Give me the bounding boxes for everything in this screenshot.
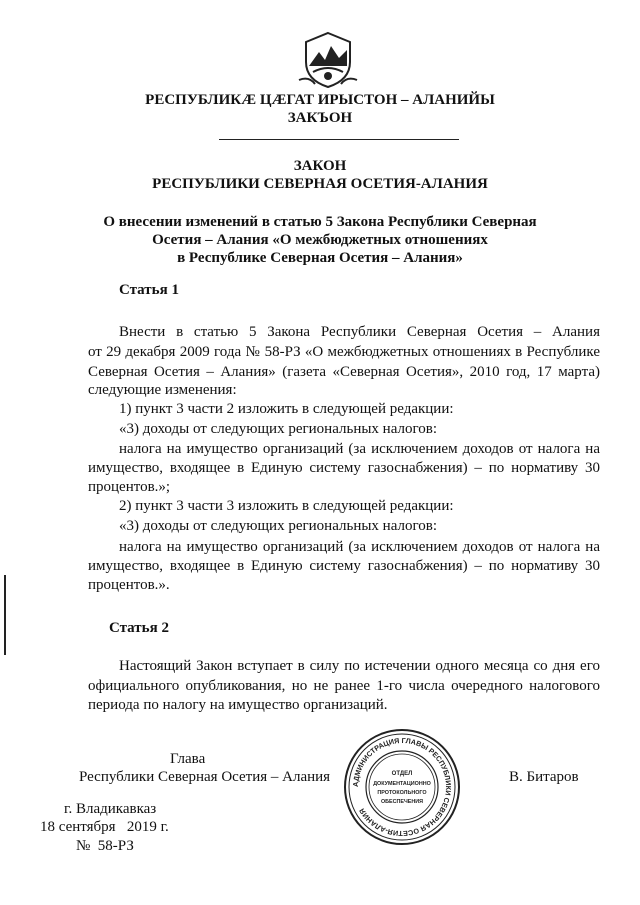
signing-date: 18 сентября 2019 г. <box>40 819 169 835</box>
article-1-line: от 29 декабря 2009 года № 58-РЗ «О межбюджетных отношениях в Республике <box>88 344 600 360</box>
article-1-heading: Статья 1 <box>119 282 179 298</box>
header-law-ossetian: ЗАКЪОН <box>287 110 353 126</box>
article-1-line: «3) доходы от следующих региональных налогов: <box>119 518 438 534</box>
signatory-name: В. Битаров <box>509 769 579 785</box>
article-2-heading: Статья 2 <box>109 620 169 636</box>
article-1-line: Внести в статью 5 Закона Республики Северная Осетия – Алания <box>119 324 600 340</box>
header-divider <box>219 139 459 140</box>
seal-ring-text: АДМИНИСТРАЦИЯ ГЛАВЫ РЕСПУБЛИКИ СЕВЕРНАЯ ОСЕТИЯ-АЛАНИЯ <box>350 735 454 839</box>
seal-text-line: ОБЕСПЕЧЕНИЯ <box>380 799 424 805</box>
seal-text-line: ОТДЕЛ <box>391 771 413 777</box>
signatory-title-full: Республики Северная Осетия – Алания <box>79 769 331 785</box>
signatory-title: Глава <box>170 751 206 767</box>
article-1-line: налога на имущество организаций (за исключением доходов от налога на <box>119 441 600 457</box>
seal-text-line: ДОКУМЕНТАЦИОННО <box>373 781 431 787</box>
article-2-line: Настоящий Закон вступает в силу по истечении одного месяца со дня его <box>119 658 600 674</box>
law-number: № 58-РЗ <box>76 838 134 854</box>
place-of-signing: г. Владикавказ <box>64 801 157 817</box>
margin-line <box>4 575 6 655</box>
coat-of-arms-emblem <box>295 30 361 90</box>
law-subject-line: Осетия – Алания «О межбюджетных отношениях <box>152 232 488 248</box>
article-1-line: налога на имущество организаций (за исключением доходов от налога на <box>119 539 600 555</box>
article-1-line: процентов.»; <box>88 479 171 495</box>
article-1-line: 1) пункт 3 части 2 изложить в следующей редакции: <box>119 401 454 417</box>
article-1-line: имущество, входящее в Единую систему газоснабжения) – по нормативу 30 <box>88 558 600 574</box>
law-title: ЗАКОН <box>293 158 347 174</box>
article-1-line: 2) пункт 3 части 3 изложить в следующей редакции: <box>119 498 454 514</box>
article-2-line: официального опубликования, но не ранее 1-го числа очередного налогового <box>88 678 600 694</box>
article-2-line: периода по налогу на имущество организаций. <box>88 697 388 713</box>
article-1-line: следующие изменения: <box>88 382 237 398</box>
article-1-line: процентов.». <box>88 577 170 593</box>
article-1-line: «3) доходы от следующих региональных налогов: <box>119 421 438 437</box>
law-subject-line: О внесении изменений в статью 5 Закона Республики Северная <box>103 214 537 230</box>
law-subject-line: в Республике Северная Осетия – Алания» <box>177 250 463 266</box>
header-republic-ossetian: РЕСПУБЛИКӔ ЦӔГАТ ИРЫСТОН – АЛАНИЙЫ <box>145 92 495 108</box>
article-1-line: имущество, входящее в Единую систему газоснабжения) – по нормативу 30 <box>88 460 600 476</box>
article-1-line: Северная Осетия – Алания» (газета «Северная Осетия», 2010 год, 17 марта) <box>88 364 600 380</box>
official-seal <box>342 727 462 847</box>
seal-text-line: ПРОТОКОЛЬНОГО <box>377 790 427 796</box>
law-title-republic: РЕСПУБЛИКИ СЕВЕРНАЯ ОСЕТИЯ-АЛАНИЯ <box>152 176 488 192</box>
